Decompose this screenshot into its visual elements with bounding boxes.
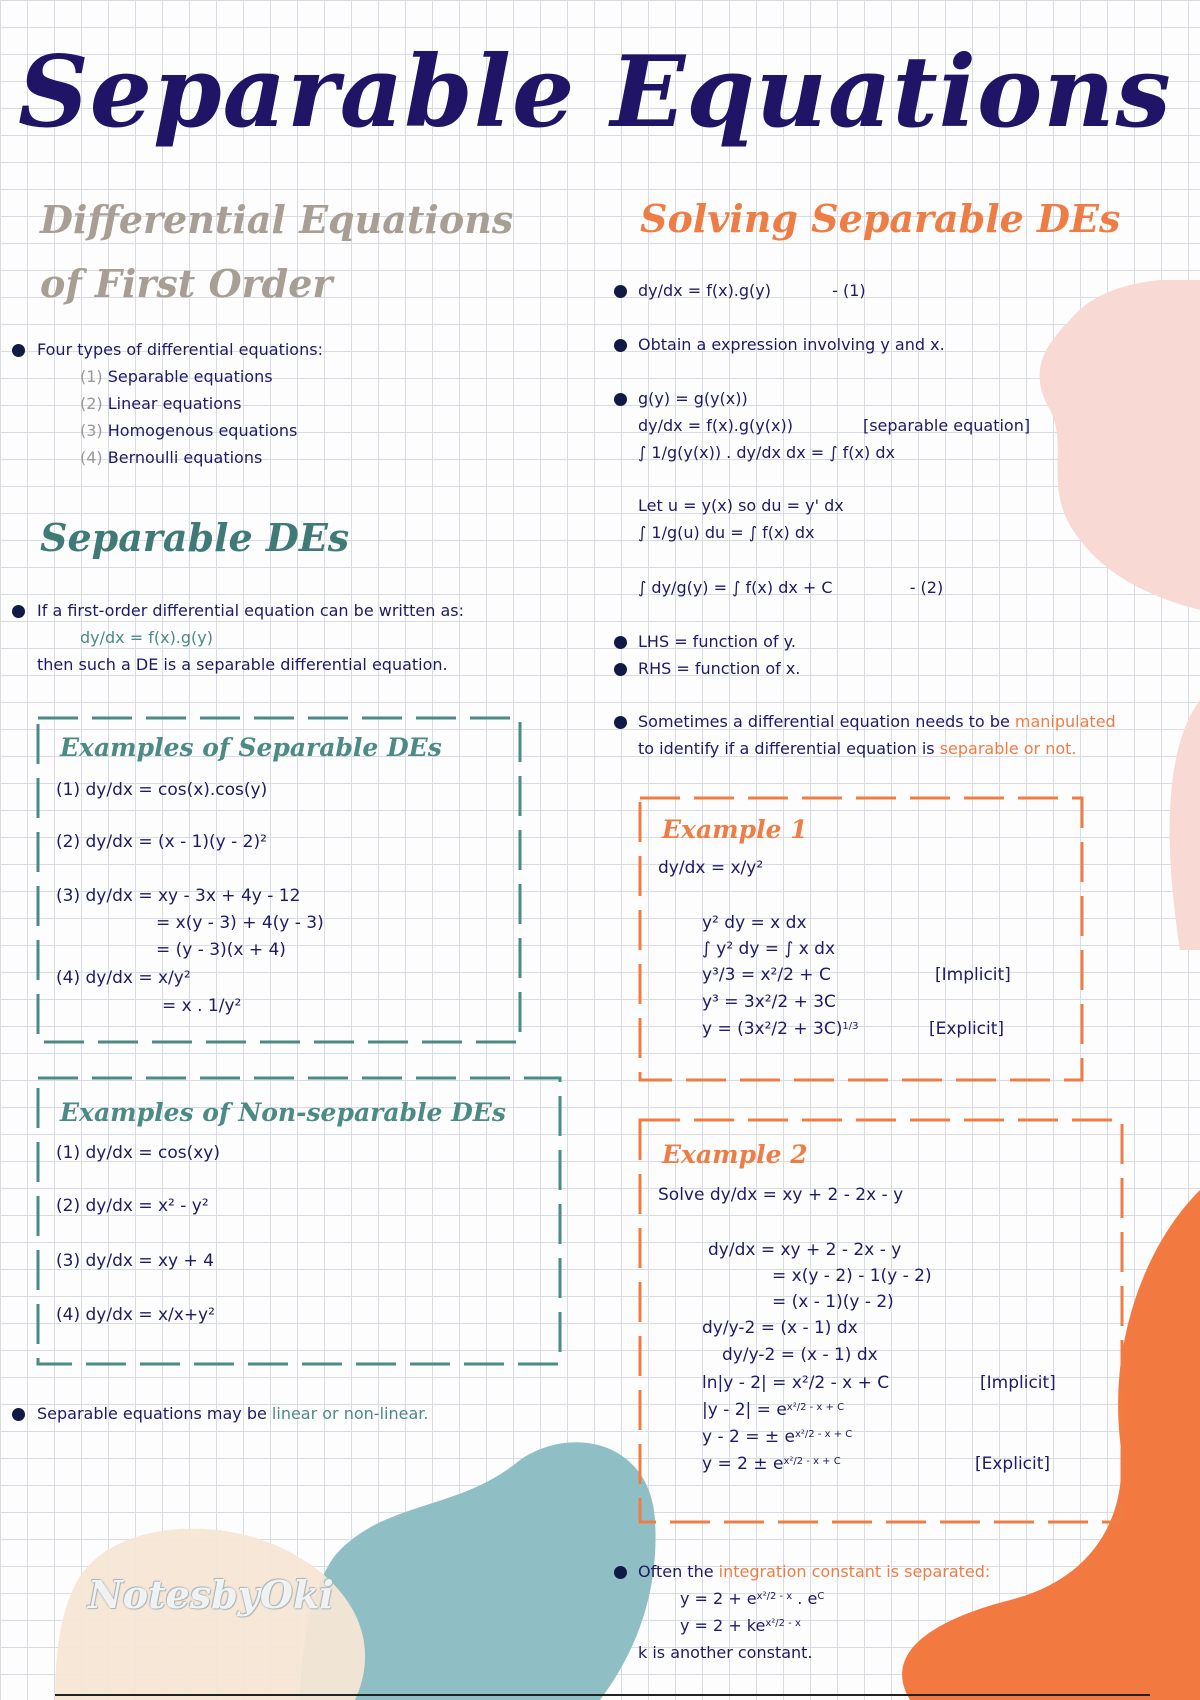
separable-example-3b: = x(y - 3) + 4(y - 3) (156, 913, 324, 933)
obtain-expression: Obtain a expression involving y and x. (638, 335, 945, 354)
example-2-step: dy/dx = xy + 2 - 2x - y (708, 1240, 902, 1260)
types-intro: Four types of differential equations: (37, 340, 323, 359)
nonseparable-example-1: (1) dy/dx = cos(xy) (56, 1143, 220, 1163)
integration-constant-line-3: k is another constant. (638, 1643, 813, 1662)
nonseparable-examples-title: Examples of Non-separable DEs (60, 1098, 506, 1127)
example-2-abs-step: $|y - 2| = e^{x^2/2 - x + C}$ (702, 1400, 845, 1420)
example-2-explicit-tag: [Explicit] (975, 1454, 1051, 1474)
type-item: (1) Separable equations (80, 367, 273, 386)
example-1-given: dy/dx = x/y² (658, 858, 764, 878)
substitution-line-1: Let u = y(x) so du = y' dx (638, 496, 844, 515)
lhs-note: LHS = function of y. (638, 632, 796, 651)
page-title: Separable Equations (18, 35, 1172, 150)
bullet-dot (614, 1566, 627, 1579)
equation-2 (638, 574, 943, 601)
example-1-step: ∫ y² dy = ∫ x dx (702, 939, 836, 959)
example-2-step: dy/y-2 = (x - 1) dx (722, 1345, 878, 1365)
bullet-dot (614, 716, 627, 729)
heading-separable-des: Separable DEs (40, 515, 350, 560)
heading-line-2: of First Order (40, 261, 333, 306)
separable-example-4b: = x . 1/y² (162, 996, 242, 1016)
watermark-logo: NotesbyOki (88, 1572, 334, 1617)
g-line-1: g(y) = g(y(x)) (638, 389, 748, 408)
example-1-explicit: $y = (3x^2/2 + 3C)^{1/3}$ (702, 1019, 859, 1039)
heading-differential-equations (40, 188, 513, 316)
separable-definition (37, 597, 464, 678)
nonseparable-example-3: (3) dy/dx = xy + 4 (56, 1251, 214, 1271)
equation-1-body: dy/dx = f(x).g(y) (638, 281, 771, 300)
types-list (80, 363, 297, 471)
bottom-divider (55, 1694, 1150, 1696)
example-2-implicit-tag: [Implicit] (980, 1373, 1056, 1393)
bullet-dot (614, 393, 627, 406)
bullet-dot (12, 605, 25, 618)
integration-constant-intro: Often the integration constant is separated: (638, 1562, 991, 1581)
definition-line-2: then such a DE is a separable differential equation. (37, 655, 448, 674)
example-2-given: Solve dy/dx = xy + 2 - 2x - y (658, 1185, 904, 1205)
example-2-step: = (x - 1)(y - 2) (772, 1292, 894, 1312)
separable-examples-title: Examples of Separable DEs (60, 733, 442, 762)
bullet-dot (614, 663, 627, 676)
separable-example-1: (1) dy/dx = cos(x).cos(y) (56, 780, 268, 800)
g-line-2: dy/dx = f(x).g(y(x)) [separable equation] (638, 416, 1031, 435)
integration-constant-line-1: $y = 2 + e^{x^2/2 - x}$ . $e^C$ (680, 1589, 825, 1608)
pink-blob-right (1160, 700, 1200, 950)
example-1-step: y² dy = x dx (702, 913, 807, 933)
example-2-step: ln|y - 2| = x²/2 - x + C (702, 1373, 890, 1393)
example-2-step: = x(y - 2) - 1(y - 2) (772, 1266, 932, 1286)
nonseparable-example-4: (4) dy/dx = x/x+y² (56, 1305, 215, 1325)
example-1-title: Example 1 (662, 815, 808, 844)
rhs-note: RHS = function of x. (638, 659, 801, 678)
linear-note (37, 1400, 428, 1427)
separable-example-4: (4) dy/dx = x/y² (56, 968, 191, 988)
g-derivation (638, 385, 1030, 466)
g-line-3: ∫ 1/g(y(x)) . dy/dx dx = ∫ f(x) dx (638, 443, 895, 462)
pink-blob-shape (1010, 280, 1200, 610)
manipulation-note (638, 708, 1116, 762)
type-item: (2) Linear equations (80, 394, 242, 413)
definition-equation: dy/dx = f(x).g(y) (80, 628, 213, 647)
separable-example-2: (2) dy/dx = (x - 1)(y - 2)² (56, 832, 267, 852)
substitution (638, 492, 844, 546)
manipulation-line-1: Sometimes a differential equation needs to be manipulated (638, 712, 1116, 731)
integration-constant-line-2: $y = 2 + ke^{x^2/2 - x}$ (680, 1616, 801, 1635)
example-2-pm-step: y - 2 = ± $e^{x^2/2 - x + C}$ (702, 1427, 853, 1447)
example-1-implicit-tag: [Implicit] (935, 965, 1011, 985)
heading-line-1: Differential Equations (40, 197, 514, 242)
example-1-step: y³ = 3x²/2 + 3C (702, 992, 836, 1012)
type-item: (3) Homogenous equations (80, 421, 298, 440)
linear-note-highlight: linear or non-linear. (271, 1404, 429, 1423)
manipulation-line-2: to identify if a differential equation is separable or not. (638, 739, 1077, 758)
heading-solving-separable: Solving Separable DEs (640, 196, 1121, 241)
bullet-dot (614, 636, 627, 649)
nonseparable-example-2: (2) dy/dx = x² - y² (56, 1196, 209, 1216)
type-item: (4) Bernoulli equations (80, 448, 263, 467)
separable-examples-box (36, 716, 522, 1044)
equation-2-body: ∫ dy/g(y) = ∫ f(x) dx + C (638, 578, 833, 597)
bullet-dot (614, 339, 627, 352)
substitution-line-2: ∫ 1/g(u) du = ∫ f(x) dx (638, 523, 815, 542)
example-2-title: Example 2 (662, 1140, 808, 1169)
linear-note-text: Separable equations may be (37, 1404, 272, 1423)
equation-1-tag: - (1) (832, 281, 866, 300)
example-2-step: dy/y-2 = (x - 1) dx (702, 1318, 858, 1338)
definition-line-1: If a first-order differential equation can be written as: (37, 601, 464, 620)
integration-constant-note (638, 1558, 990, 1666)
bullet-dot (614, 285, 627, 298)
example-2-explicit: $y = 2 \pm e^{x^2/2 - x + C}$ (702, 1454, 841, 1474)
example-1-explicit-tag: [Explicit] (929, 1019, 1005, 1039)
bullet-dot (12, 344, 25, 357)
equation-1 (638, 277, 866, 304)
example-1-step: y³/3 = x²/2 + C (702, 965, 831, 985)
equation-2-tag: - (2) (909, 578, 944, 597)
bullet-dot (12, 1408, 25, 1421)
separable-example-3c: = (y - 3)(x + 4) (156, 940, 286, 960)
separable-example-3: (3) dy/dx = xy - 3x + 4y - 12 (56, 886, 301, 906)
